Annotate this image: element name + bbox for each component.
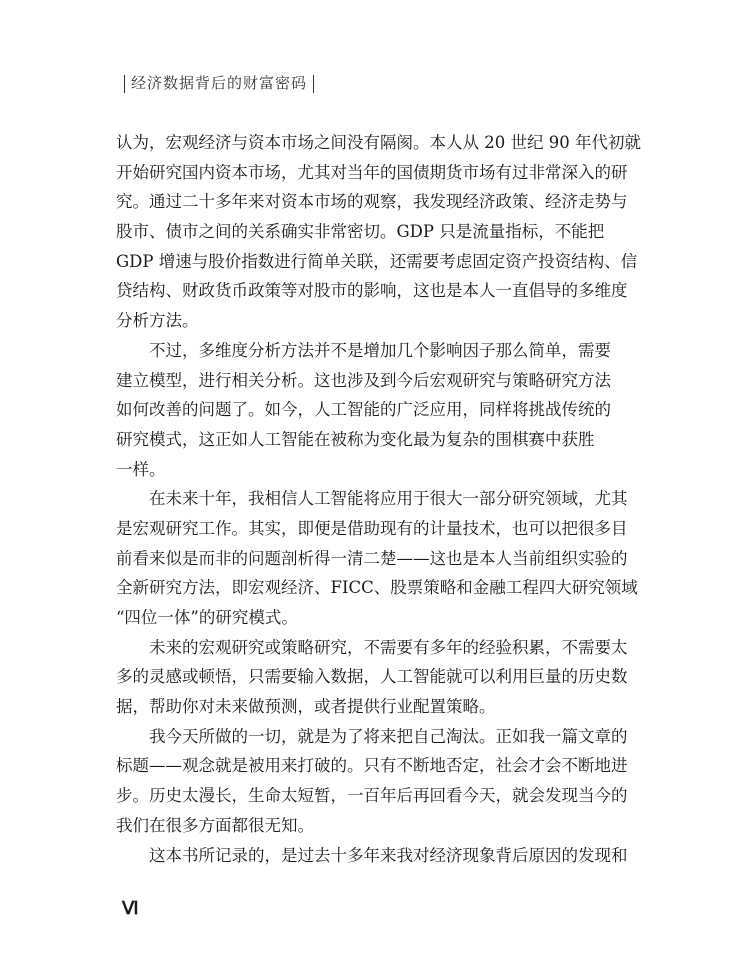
text-line: 全新研究方法，即宏观经济、FICC、股票策略和金融工程四大研究领域 [116,578,638,598]
text-line: 不过，多维度分析方法并不是增加几个影响因子那么简单，需要 [149,340,611,360]
text-line: 分析方法。 [116,311,199,331]
text-line: 多的灵感或顿悟，只需要输入数据，人工智能就可以利用巨量的历史数 [116,667,628,687]
header-divider [313,75,314,93]
text-line: 认为，宏观经济与资本市场之间没有隔阂。本人从 20 世纪 90 年代初就 [116,133,641,152]
text-line: 股市、债市之间的关系确实非常密切。GDP 只是流量指标，不能把 [116,222,605,242]
header-divider [124,75,125,93]
text-line: 据，帮助你对未来做预测，或者提供行业配置策略。 [116,697,496,717]
text-line: 步。历史太漫长，生命太短暂，一百年后再回看今天，就会发现当今的 [116,786,628,806]
text-line: 我们在很多方面都很无知。 [116,815,314,835]
text-line: 如何改善的问题了。如今，人工智能的广泛应用，同样将挑战传统的 [116,400,611,420]
text-line: 建立模型，进行相关分析。这也涉及到今后宏观研究与策略研究方法 [116,370,611,390]
paragraph [116,841,628,871]
paragraph [116,722,628,841]
paragraph [116,128,641,336]
text-line: “四位一体”的研究模式。 [116,608,298,627]
text-line: 一样。 [116,459,166,479]
running-header [118,72,320,93]
text-line: 究。通过二十多年来对资本市场的观察，我发现经济政策、经济走势与 [116,192,628,212]
running-title: 经济数据背后的财富密码 [131,74,308,92]
text-line: 开始研究国内资本市场，尤其对当年的国债期货市场有过非常深入的研 [116,162,628,182]
text-line: 未来的宏观研究或策略研究，不需要有多年的经验积累，不需要太 [149,637,628,657]
text-line: 贷结构、财政货币政策等对股市的影响，这也是本人一直倡导的多维度 [116,281,628,301]
text-line: 前看来似是而非的问题剖析得一清二楚——这也是本人当前组织实验的 [116,548,628,568]
text-line: 研究模式，这正如人工智能在被称为变化最为复杂的围棋赛中获胜 [116,429,595,449]
text-line: 这本书所记录的，是过去十多年来我对经济现象背后原因的发现和 [149,845,628,865]
text-line: 我今天所做的一切，就是为了将来把自己淘汰。正如我一篇文章的 [149,726,628,746]
body-text [116,128,641,870]
text-line: 标题——观念就是被用来打破的。只有不断地否定，社会才会不断地进 [116,756,628,776]
text-line: 是宏观研究工作。其实，即便是借助现有的计量技术，也可以把很多目 [116,518,628,538]
page-number: Ⅵ [122,898,139,918]
paragraph [116,633,628,722]
text-line: GDP 增速与股价指数进行简单关联，还需要考虑固定资产投资结构、信 [116,251,638,271]
text-line: 在未来十年，我相信人工智能将应用于很大一部分研究领域，尤其 [149,489,628,509]
paragraph [116,336,611,484]
paragraph [116,484,638,632]
